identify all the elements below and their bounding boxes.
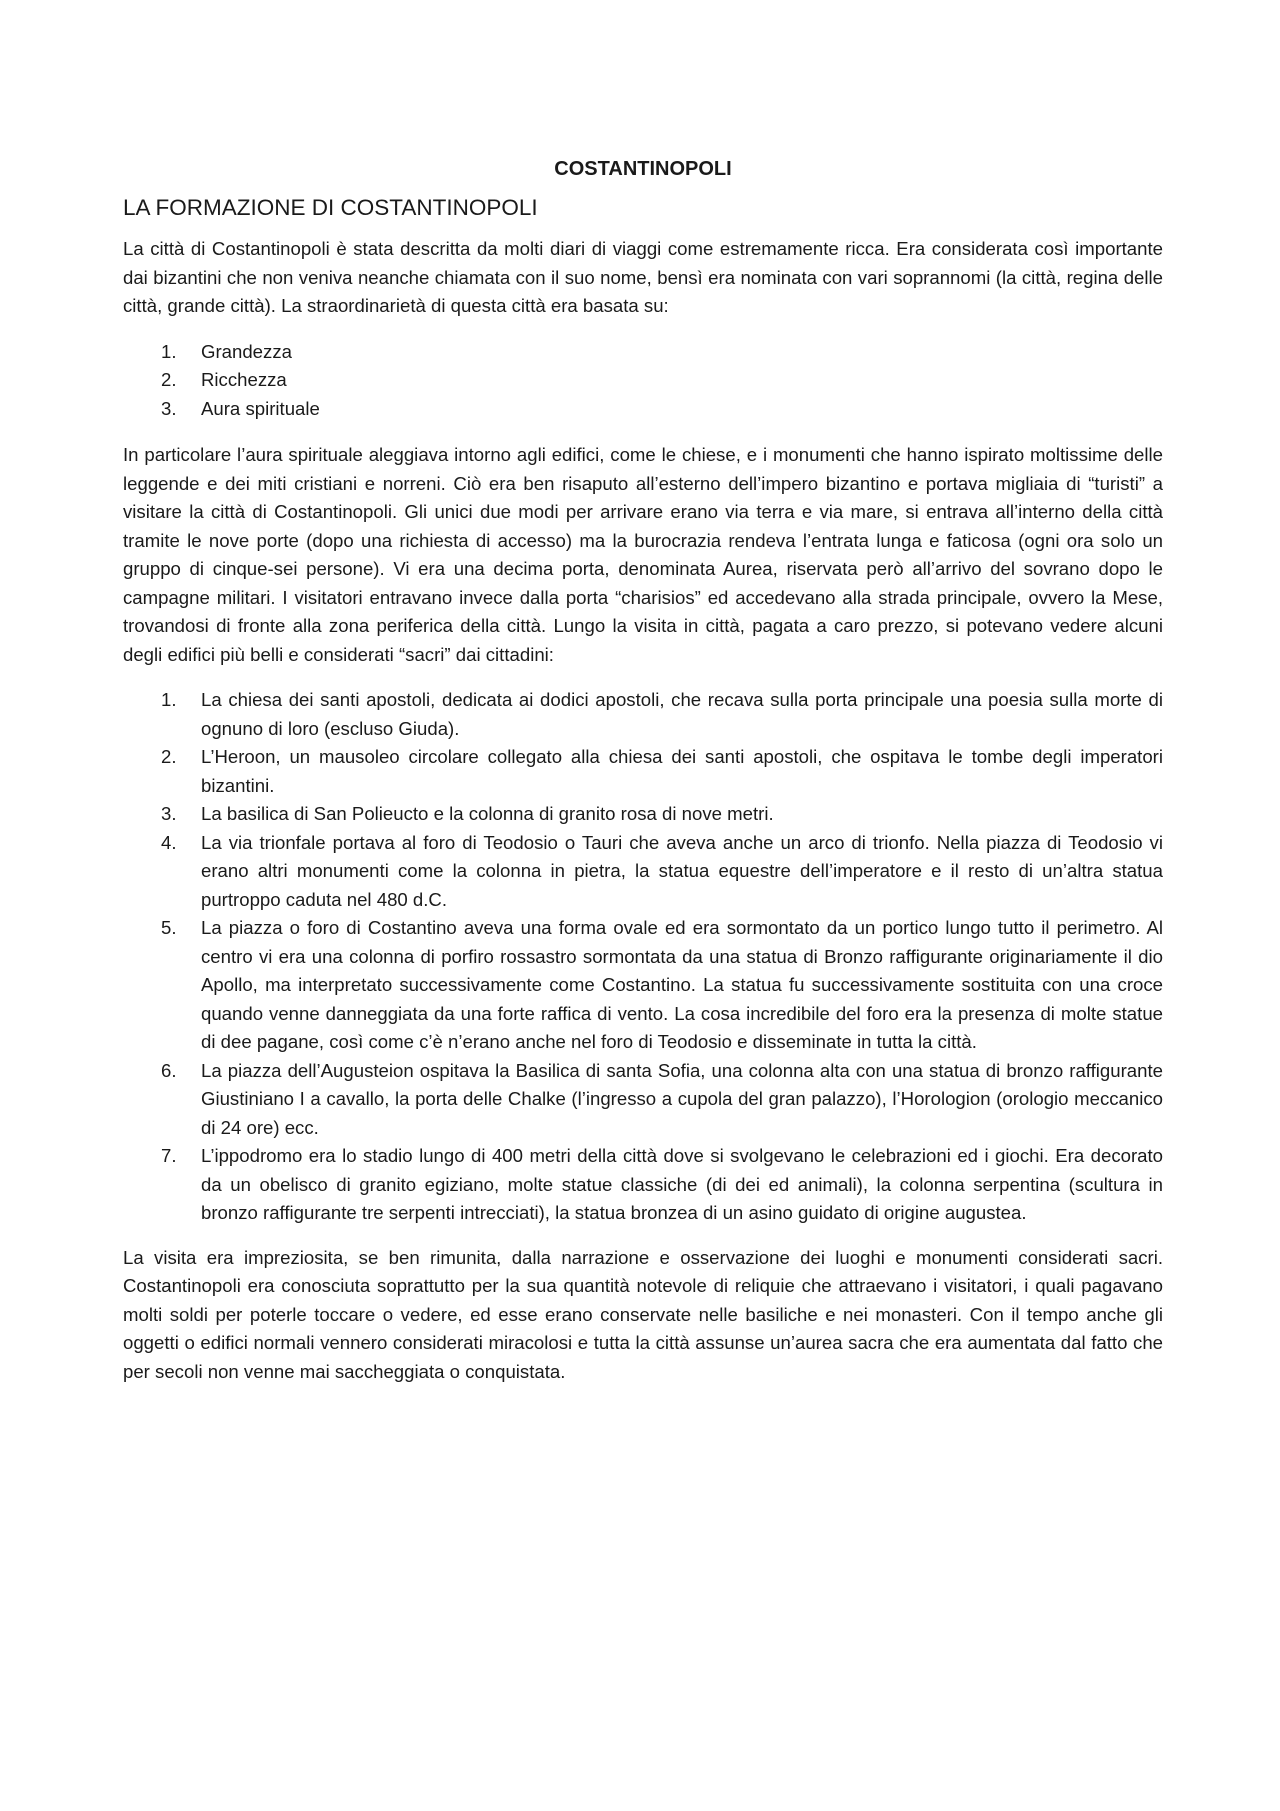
document-page xyxy=(123,155,1163,1386)
section-heading: LA FORMAZIONE DI COSTANTINOPOLI xyxy=(123,195,538,220)
list-number: 7. xyxy=(161,1145,177,1166)
list-item xyxy=(123,829,1163,915)
list-item-text: La piazza o foro di Costantino aveva una forma ovale ed era sormontato da un portico lungo tutto il perimetro. Al centro vi era una colonna di porfiro rossastro sormontata da una statua di Bronzo raffigurante originariamente il dio Apollo, ma interpretato successivamente come Costantino. La statua fu successivamente sostituita con una croce quando venne danneggiata da una forte raffica di vento. La cosa incredibile del foro era la presenza di molte statue di dee pagane, così come c’è n’erano anche nel foro di Teodosio e disseminate in tutta la città. xyxy=(201,917,1163,1052)
list-item xyxy=(123,395,1163,424)
list-number: 5. xyxy=(161,917,177,938)
features-list xyxy=(123,338,1163,424)
list-number: 4. xyxy=(161,831,177,853)
list-item xyxy=(123,743,1163,800)
list-item-text: La chiesa dei santi apostoli, dedicata ai dodici apostoli, che recava sulla porta principale una poesia sulla morte di ognuno di loro (escluso Giuda). xyxy=(201,689,1163,739)
list-item xyxy=(123,1142,1163,1228)
list-number: 2. xyxy=(161,746,177,767)
list-item-text: La via trionfale portava al foro di Teodosio o Tauri che aveva anche un arco di trionfo. Nella piazza di Teodosio vi erano altri monumenti come la colonna in pietra, la statua equestre dell’imperatore e il resto di un’altra statua purtroppo caduta nel 480 d.C. xyxy=(201,831,1163,910)
list-number: 2. xyxy=(161,369,177,390)
list-item-text: Grandezza xyxy=(201,340,292,362)
list-item xyxy=(123,1057,1163,1143)
list-item-text: L’ippodromo era lo stadio lungo di 400 metri della città dove si svolgevano le celebrazioni ed i giochi. Era decorato da un obelisco di granito egiziano, molte statue classiche (di dei ed animali), la colonna serpentina (scultura in bronzo raffigurante tre serpenti intrecciati), la statua bronzea di un asino guidato di origine augustea. xyxy=(201,1145,1163,1223)
list-item-text: La piazza dell’Augusteion ospitava la Basilica di santa Sofia, una colonna alta con una statua di bronzo raffigurante Giustiniano I a cavallo, la porta delle Chalke (l’ingresso a cupola del gran palazzo), l’Horologion (orologio meccanico di 24 ore) ecc. xyxy=(201,1059,1163,1138)
monuments-list xyxy=(123,686,1163,1228)
list-number: 3. xyxy=(161,803,177,824)
list-item xyxy=(123,366,1163,395)
list-item-text: La basilica di San Polieucto e la colonna di granito rosa di nove metri. xyxy=(201,803,774,824)
list-number: 1. xyxy=(161,340,177,362)
list-item-text: Ricchezza xyxy=(201,369,287,390)
list-number: 6. xyxy=(161,1059,177,1081)
list-item xyxy=(123,686,1163,743)
list-number: 3. xyxy=(161,397,177,419)
paragraph-spiritual-aura: In particolare l’aura spirituale aleggiava intorno agli edifici, come le chiese, e i monumenti che hanno ispirato moltissime delle leggende e dei miti cristiani e norreni. Ciò era ben risaputo all’esterno dell’impero bizantino e portava migliaia di “turisti” a visitare la città di Costantinopoli. Gli unici due modi per arrivare erano via terra e via mare, si entrava all’interno della città tramite le nove porte (dopo una richiesta di accesso) ma la burocrazia rendeva l’entrata lunga e faticosa (ogni ora solo un gruppo di cinque-sei persone). Vi era una decima porta, denominata Aurea, riservata però all’arrivo del sovrano dopo le campagne militari. I visitatori entravano invece dalla porta “charisios” ed accedevano alla strada principale, ovvero la Mese, trovandosi di fronte alla zona periferica della città. Lungo la visita in città, pagata a caro prezzo, si potevano vedere alcuni degli edifici più belli e considerati “sacri” dai cittadini: xyxy=(123,444,1163,665)
list-item-text: Aura spirituale xyxy=(201,397,320,419)
list-item xyxy=(123,914,1163,1057)
list-number: 1. xyxy=(161,689,177,710)
paragraph-intro: La città di Costantinopoli è stata descritta da molti diari di viaggi come estremamente ricca. Era considerata così importante dai bizantini che non veniva neanche chiamata con il suo nome, bensì era nominata con vari soprannomi (la città, regina delle città, grande città). La straordinarietà di questa città era basata su: xyxy=(123,238,1163,316)
document-title: COSTANTINOPOLI xyxy=(554,158,732,180)
list-item xyxy=(123,800,1163,829)
list-item xyxy=(123,338,1163,367)
list-item-text: L’Heroon, un mausoleo circolare collegato alla chiesa dei santi apostoli, che ospitava le tombe degli imperatori bizantini. xyxy=(201,746,1163,796)
paragraph-relics: La visita era impreziosita, se ben rimunita, dalla narrazione e osservazione dei luoghi e monumenti considerati sacri. Costantinopoli era conosciuta soprattutto per la sua quantità notevole di reliquie che attraevano i visitatori, i quali pagavano molti soldi per poterle toccare o vedere, ed esse erano conservate nelle basiliche e nei monasteri. Con il tempo anche gli oggetti o edifici normali vennero considerati miracolosi e tutta la città assunse un’aurea sacra che era aumentata dal fatto che per secoli non venne mai saccheggiata o conquistata. xyxy=(123,1246,1163,1382)
